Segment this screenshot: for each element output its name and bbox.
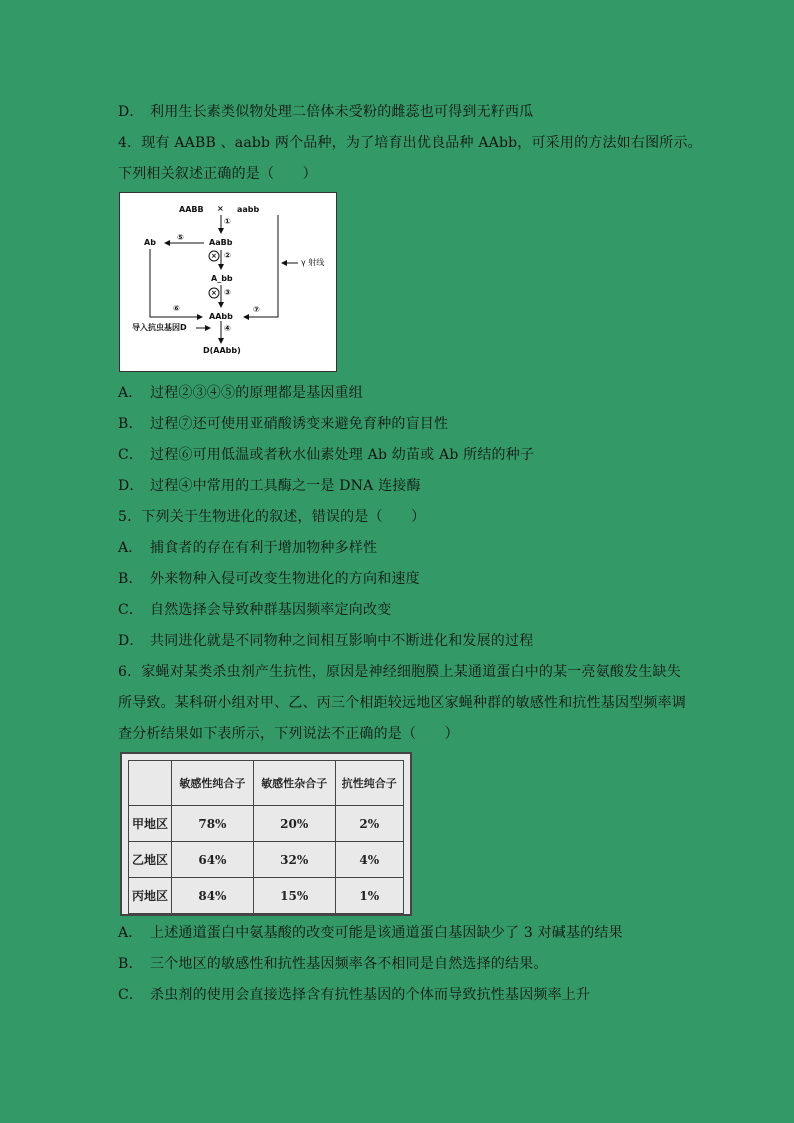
option-label: C． bbox=[118, 447, 144, 463]
arrow-step-7 bbox=[244, 215, 278, 317]
gamma-ray-label: γ 射线 bbox=[301, 258, 325, 267]
option-text: 过程⑦还可使用亚硝酸诱变来避免育种的盲目性 bbox=[150, 416, 449, 432]
table-cell: 78% bbox=[172, 806, 254, 842]
option-label: D． bbox=[118, 478, 144, 494]
breeding-diagram bbox=[119, 192, 337, 372]
q4-option-a bbox=[118, 383, 363, 403]
q4-option-c bbox=[118, 445, 534, 465]
option-label: A． bbox=[118, 925, 143, 941]
option-text: 捕食者的存在有利于增加物种多样性 bbox=[150, 540, 378, 556]
step-4-label: ④ bbox=[224, 324, 231, 333]
option-text: 上述通道蛋白中氨基酸的改变可能是该通道蛋白基因缺少了 3 对碱基的结果 bbox=[150, 925, 623, 941]
selfing-symbol-3: × bbox=[211, 289, 217, 297]
f1-genotype: AaBb bbox=[209, 238, 233, 247]
row-region-label: 甲地区 bbox=[129, 806, 172, 842]
genotype-frequency-table bbox=[120, 752, 412, 916]
target-genotype: AAbb bbox=[209, 312, 233, 321]
option-text: 过程②③④⑤的原理都是基因重组 bbox=[150, 385, 363, 401]
q4-stem-line-1: 4．现有 AABB 、aabb 两个品种，为了培育出优良品种 AAbb，可采用的方法如右图所示。 bbox=[118, 135, 702, 151]
option-label: C． bbox=[118, 987, 144, 1003]
q6-option-a bbox=[118, 923, 623, 943]
option-label: D． bbox=[118, 104, 144, 120]
option-text: 三个地区的敏感性和抗性基因频率各不相同是自然选择的结果。 bbox=[150, 956, 548, 972]
option-label: C． bbox=[118, 602, 144, 618]
option-text: 过程⑥可用低温或者秋水仙素处理 Ab 幼苗或 Ab 所结的种子 bbox=[150, 447, 535, 463]
q6-stem-line-3: 查分析结果如下表所示，下列说法不正确的是（ ） bbox=[118, 726, 459, 742]
q5-option-c bbox=[118, 600, 391, 620]
table-cell: 64% bbox=[172, 842, 254, 878]
haploid-genotype: Ab bbox=[144, 238, 156, 247]
q5-option-d bbox=[118, 631, 533, 651]
table-cell: 4% bbox=[335, 842, 403, 878]
step-5-label: ⑤ bbox=[177, 233, 184, 242]
table-corner-cell bbox=[129, 761, 172, 806]
option-text: 外来物种入侵可改变生物进化的方向和速度 bbox=[150, 571, 420, 587]
table-row bbox=[129, 842, 404, 878]
col-resistant-homozygous: 抗性纯合子 bbox=[335, 761, 403, 806]
q6-option-b bbox=[118, 954, 548, 974]
q4-option-d bbox=[118, 476, 421, 496]
option-label: B． bbox=[118, 571, 143, 587]
option-text: 共同进化就是不同物种之间相互影响中不断进化和发展的过程 bbox=[150, 633, 534, 649]
col-sensitive-homozygous: 敏感性纯合子 bbox=[172, 761, 254, 806]
row-region-label: 丙地区 bbox=[129, 878, 172, 914]
q5-option-b bbox=[118, 569, 420, 589]
option-label: D． bbox=[118, 633, 144, 649]
q6-stem-line-2: 所导致。某科研小组对甲、乙、丙三个相距较远地区家蝇种群的敏感性和抗性基因型频率调 bbox=[118, 695, 686, 711]
step-2-label: ② bbox=[224, 251, 231, 260]
q5-option-a bbox=[118, 538, 377, 558]
option-label: A． bbox=[118, 385, 143, 401]
final-genotype: D(AAbb) bbox=[203, 346, 241, 355]
parent-aabb-recessive: aabb bbox=[237, 205, 260, 214]
table-row bbox=[129, 878, 404, 914]
option-text: 自然选择会导致种群基因频率定向改变 bbox=[150, 602, 392, 618]
col-sensitive-heterozygous: 敏感性杂合子 bbox=[253, 761, 335, 806]
q5-stem: 5．下列关于生物进化的叙述，错误的是（ ） bbox=[118, 509, 426, 525]
option-text: 利用生长素类似物处理二倍体未受粉的雌蕊也可得到无籽西瓜 bbox=[150, 104, 534, 120]
option-label: B． bbox=[118, 416, 143, 432]
option-label: B． bbox=[118, 956, 143, 972]
option-text: 杀虫剂的使用会直接选择含有抗性基因的个体而导致抗性基因频率上升 bbox=[150, 987, 591, 1003]
table-cell: 15% bbox=[253, 878, 335, 914]
table-row bbox=[129, 806, 404, 842]
table-cell: 2% bbox=[335, 806, 403, 842]
q6-stem-line-1: 6．家蝇对某类杀虫剂产生抗性，原因是神经细胞膜上某通道蛋白中的某一亮氨酸发生缺失 bbox=[118, 664, 681, 680]
parent-aabb-dominant: AABB bbox=[179, 205, 204, 214]
table-cell: 20% bbox=[253, 806, 335, 842]
step-7-label: ⑦ bbox=[253, 305, 260, 314]
row-region-label: 乙地区 bbox=[129, 842, 172, 878]
f2-genotype: A_bb bbox=[211, 274, 233, 283]
step-6-label: ⑥ bbox=[173, 304, 180, 313]
q3-option-d bbox=[118, 102, 533, 122]
gene-import-label: 导入抗虫基因D bbox=[132, 323, 187, 332]
step-3-label: ③ bbox=[224, 288, 231, 297]
option-text: 过程④中常用的工具酶之一是 DNA 连接酶 bbox=[150, 478, 421, 494]
table-cell: 84% bbox=[172, 878, 254, 914]
frequency-table bbox=[128, 760, 404, 914]
table-header-row bbox=[129, 761, 404, 806]
q4-stem-line-2: 下列相关叙述正确的是（ ） bbox=[118, 166, 317, 182]
option-label: A． bbox=[118, 540, 143, 556]
selfing-symbol-2: × bbox=[211, 252, 217, 260]
step-1-label: ① bbox=[224, 217, 231, 226]
table-cell: 1% bbox=[335, 878, 403, 914]
table-cell: 32% bbox=[253, 842, 335, 878]
cross-symbol: × bbox=[217, 204, 224, 213]
q6-option-c bbox=[118, 985, 590, 1005]
q4-option-b bbox=[118, 414, 448, 434]
